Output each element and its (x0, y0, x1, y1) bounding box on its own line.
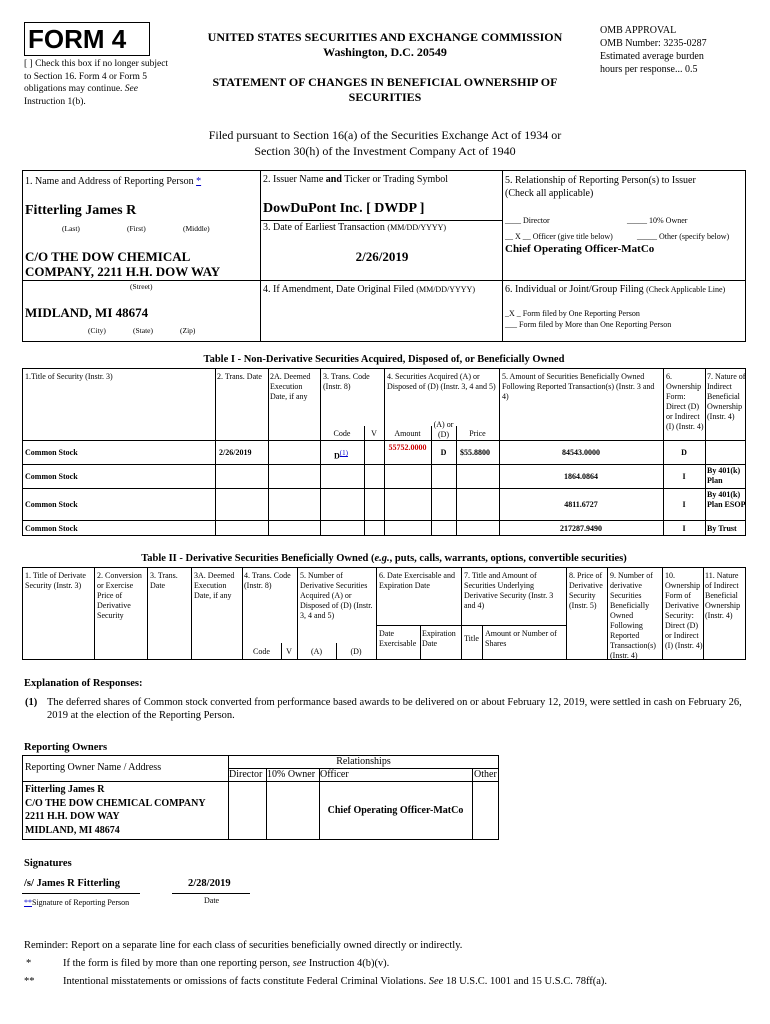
t1-header-title: 1.Title of Security (Instr. 3) (25, 372, 113, 381)
issuer-name: DowDuPont Inc. [ DWDP ] (263, 201, 425, 216)
reporting-owners-heading: Reporting Owners (24, 742, 108, 753)
footnote-star-marker: * (26, 958, 32, 969)
divider (502, 170, 503, 342)
divider (22, 488, 746, 489)
table2-title: Table II - Derivative Securities Beneficially Owned (e.g., puts, calls, warrants, options, convertible securities) (141, 553, 627, 564)
label-middle: (Middle) (183, 224, 210, 233)
officer-title: Chief Operating Officer-MatCo (505, 243, 655, 255)
relationship-other: _____ Other (specify below) (637, 232, 730, 241)
filed-pursuant-1: Filed pursuant to Section 16(a) of the Securities Exchange Act of 1934 or (208, 128, 562, 142)
t2-header-conversion: 2. Conversion or Exercise Price of Derivative Security (97, 571, 142, 620)
t2-sub-expiration: Expiration Date (422, 629, 456, 648)
t1-row4-nature: By Trust (707, 524, 737, 533)
t1-row1-amount: 55752.0000 (388, 443, 427, 452)
signatures-heading: Signatures (24, 858, 72, 869)
divider (420, 625, 421, 660)
owners-col-officer: Officer (320, 769, 349, 780)
reporting-person-name: Fitterling James R (25, 203, 137, 218)
box1-label: 1. Name and Address of Reporting Person * (25, 176, 202, 187)
footnote-1-number: (1) (25, 697, 38, 708)
t2-header-exercisable: 6. Date Exercisable and Expiration Date (379, 571, 455, 590)
t1-header-nature: 7. Nature of Indirect Beneficial Ownership (Instr. 4) (707, 372, 746, 421)
omb-hours: hours per response... 0.5 (600, 64, 698, 75)
t1-row1-date: 2/26/2019 (219, 448, 252, 457)
owners-col-director: Director (229, 769, 263, 780)
signature-label: **Signature of Reporting Person (24, 898, 130, 907)
t1-row4-title: Common Stock (25, 524, 78, 533)
t2-header-number: 5. Number of Derivative Securities Acquired (A) or Disposed of (D) (Instr. 3, 4 and 5) (300, 571, 373, 620)
explanation-heading: Explanation of Responses: (24, 678, 143, 689)
box5-label: 5. Relationship of Reporting Person(s) to Issuer (Check all applicable) (505, 175, 696, 199)
reporting-person-street: C/O THE DOW CHEMICAL COMPANY, 2211 H.H. DOW WAY (25, 249, 221, 279)
agency-city: Washington, D.C. 20549 (323, 45, 447, 59)
relationship-director: ____ Director (505, 216, 550, 225)
divider (376, 567, 377, 660)
t1-row1-aord: D (440, 448, 447, 457)
divider (482, 625, 483, 660)
t2-sub-title: Title (464, 634, 479, 643)
owners-col-10pct: 10% Owner (267, 769, 316, 780)
divider (662, 567, 663, 660)
t1-header-acquired: 4. Securities Acquired (A) or Disposed of (D) (Instr. 3, 4 and 5) (387, 372, 496, 391)
signature-name: /s/ James R Fitterling (24, 878, 120, 889)
t2-header-form: 10. Ownership Form of Derivative Security: Direct (D) or Indirect (I) (Instr. 4) (665, 571, 703, 650)
t1-row2-nature: By 401(k) Plan (707, 466, 741, 485)
omb-number: OMB Number: 3235-0287 (600, 38, 707, 49)
t1-row1-code: D(1) (334, 449, 348, 461)
earliest-transaction-date: 2/26/2019 (355, 249, 409, 264)
label-state: (State) (133, 326, 153, 335)
t1-sub-amount: Amount (394, 429, 421, 438)
footnote-1-text: The deferred shares of Common stock converted from performance based awards to be delivered on or about February 12, 2019, were settled in cash on February 26, 2019 at the election of the Reporting Person. (47, 697, 742, 721)
divider (260, 170, 261, 342)
owners-col-name: Reporting Owner Name / Address (25, 762, 162, 773)
t2-header-price: 8. Price of Derivative Security (Instr. 5) (569, 571, 603, 610)
t1-header-code: 3. Trans. Code (Instr. 8) (323, 372, 370, 391)
t2-sub-code: Code (253, 647, 270, 656)
t1-row3-form: I (682, 500, 686, 509)
owners-col-relationships: Relationships (336, 756, 391, 767)
t1-row1-title: Common Stock (25, 448, 78, 457)
filing-one-person: _X _ Form filed by One Reporting Person (505, 309, 640, 318)
t2-header-underlying: 7. Title and Amount of Securities Underlying Derivative Security (Instr. 3 and 4) (464, 571, 554, 610)
label-first: (First) (127, 224, 146, 233)
t1-sub-code: Code (333, 429, 351, 438)
footnote-star-text: If the form is filed by more than one reporting person, see Instruction 4(b)(v). (63, 958, 390, 969)
t1-row1-owned: 84543.0000 (562, 448, 600, 457)
date-label: Date (204, 896, 220, 905)
label-street: (Street) (130, 282, 153, 291)
t1-row1-form: D (681, 448, 687, 457)
divider (376, 625, 566, 626)
footnote-1-link[interactable]: (1) (339, 449, 348, 457)
owner-name-address: Fitterling James R C/O THE DOW CHEMICAL COMPANY 2211 H.H. DOW WAY MIDLAND, MI 48674 (25, 784, 206, 836)
divider (94, 567, 95, 660)
t1-row4-owned: 217287.9490 (560, 524, 602, 533)
label-zip: (Zip) (180, 326, 196, 335)
t2-header-owned: 9. Number of derivative Securities Beneficially Owned Following Reported Transaction(s) (Instr. 4) (610, 571, 656, 660)
owner-officer-title: Chief Operating Officer-MatCo (327, 805, 464, 816)
t1-row3-title: Common Stock (25, 500, 78, 509)
footnote-double-star-marker: ** (24, 976, 35, 987)
reporting-person-footnote-link[interactable]: * (196, 176, 202, 187)
divider (268, 368, 269, 536)
t1-row3-nature: By 401(k) Plan ESOP (707, 490, 746, 509)
reminder-text: Reminder: Report on a separate line for each class of securities beneficially owned directly or indirectly. (24, 940, 463, 951)
check-box-note: [ ] Check this box if no longer subject to Section 16. Form 4 or Form 5 obligations may continue. See Instruction 1(b). (24, 59, 169, 107)
t1-header-form: 6. Ownership Form: Direct (D) or Indirect (I) (Instr. 4) (666, 372, 704, 431)
divider (22, 781, 499, 782)
label-city: (City) (88, 326, 106, 335)
t1-header-date: 2. Trans. Date (217, 372, 262, 381)
divider (320, 368, 321, 536)
signature-date: 2/28/2019 (188, 878, 231, 889)
t1-row2-title: Common Stock (25, 472, 78, 481)
form-title: FORM 4 (28, 24, 127, 54)
box3-label: 3. Date of Earliest Transaction (MM/DD/YYYY) (263, 222, 447, 233)
box6-label: 6. Individual or Joint/Group Filing (Check Applicable Line) (505, 284, 726, 295)
filing-more-persons: ___ Form filed by More than One Reporting Person (505, 320, 672, 329)
t1-row3-owned: 4811.6727 (564, 500, 598, 509)
relationship-officer: __ X __ Officer (give title below) (505, 232, 613, 241)
table1-title: Table I - Non-Derivative Securities Acquired, Disposed of, or Beneficially Owned (203, 354, 565, 365)
t2-sub-date-ex: Date Exercisable (379, 629, 417, 648)
t1-sub-price: Price (469, 429, 486, 438)
label-last: (Last) (62, 224, 80, 233)
t2-header-title: 1. Title of Derivate Security (Instr. 3) (25, 571, 86, 590)
t1-row2-form: I (682, 472, 686, 481)
relationship-10pct-owner: _____ 10% Owner (627, 216, 688, 225)
divider (22, 440, 746, 441)
divider (22, 520, 746, 521)
t1-row1-price: $55.8800 (460, 448, 490, 457)
date-line (172, 893, 250, 894)
divider (22, 464, 746, 465)
filed-pursuant-2: Section 30(h) of the Investment Company Act of 1940 (254, 144, 516, 158)
omb-burden: Estimated average burden (600, 51, 704, 62)
t1-row4-form: I (682, 524, 686, 533)
agency-name: UNITED STATES SECURITIES AND EXCHANGE COMMISSION (207, 30, 563, 44)
divider (260, 220, 502, 221)
t1-header-owned: 5. Amount of Securities Beneficially Owned Following Reported Transaction(s) (Instr. 3 and 4) (502, 372, 655, 401)
form-title-box (24, 22, 150, 56)
divider (191, 567, 192, 660)
t2-header-deemed: 3A. Deemed Execution Date, if any (194, 571, 235, 600)
divider (147, 567, 148, 660)
divider (215, 368, 216, 536)
t1-row2-owned: 1864.0864 (564, 472, 598, 481)
reporting-person-city: MIDLAND, MI 48674 (25, 305, 149, 320)
t1-sub-aord: (A) or (D) (433, 420, 454, 439)
t2-sub-amount: Amount or Number of Shares (485, 629, 557, 648)
owners-col-other: Other (474, 769, 497, 780)
t2-header-code: 4. Trans. Code (Instr. 8) (244, 571, 291, 590)
signature-line (22, 893, 140, 894)
divider (472, 768, 473, 840)
statement-title: STATEMENT OF CHANGES IN BENEFICIAL OWNERSHIP OF SECURITIES (212, 75, 558, 104)
omb-approval (600, 24, 760, 76)
box4-label: 4. If Amendment, Date Original Filed (MM/DD/YYYY) (263, 284, 475, 295)
box2-label: 2. Issuer Name and Ticker or Trading Symbol (263, 174, 449, 185)
t2-sub-v: V (286, 647, 292, 656)
footnote-double-star-text: Intentional misstatements or omissions of facts constitute Federal Criminal Violations. See 18 U.S.C. 1001 and 15 U.S.C. 78ff(a). (63, 976, 608, 987)
t1-sub-v: V (371, 429, 377, 438)
signature-footnote-link[interactable]: ** (24, 898, 32, 907)
t2-header-nature: 11. Nature of Indirect Beneficial Ownership (Instr. 4) (705, 571, 741, 620)
divider (22, 280, 746, 281)
omb-title: OMB APPROVAL (600, 25, 677, 36)
divider (566, 567, 567, 660)
t1-header-deemed: 2A. Deemed Execution Date, if any (270, 372, 311, 401)
t2-sub-d: (D) (350, 647, 362, 656)
t2-sub-a: (A) (310, 647, 323, 656)
t2-header-date: 3. Trans. Date (150, 571, 178, 590)
